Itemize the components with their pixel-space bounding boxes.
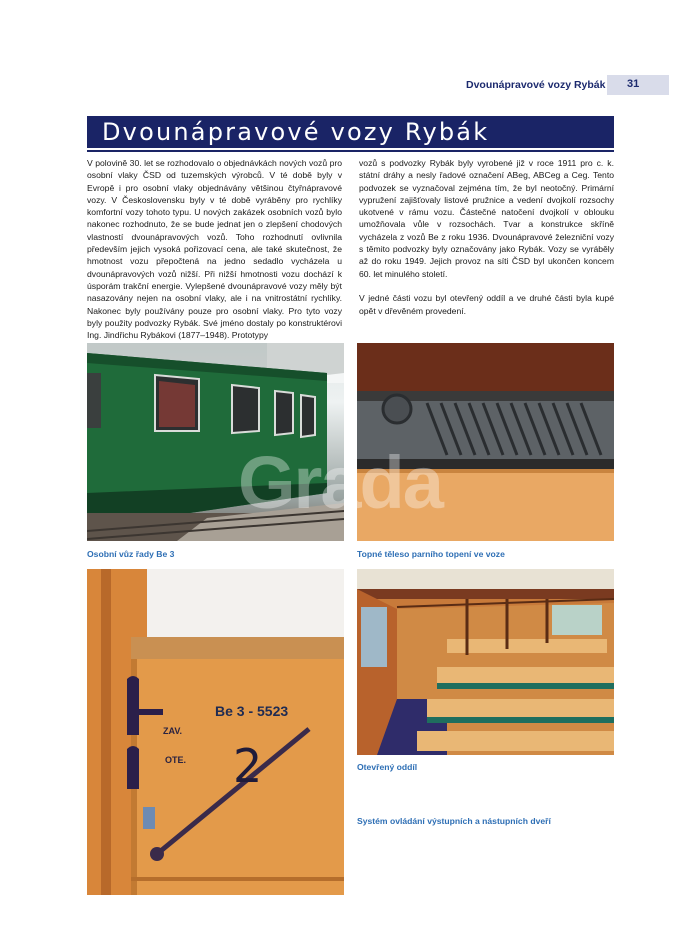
left-text-column (87, 157, 342, 354)
right-paragraph-2: V jedné části vozu byl otevřený oddíl a ve druhé části byla kupé opět v dřevěném provedení. (359, 293, 614, 316)
photo-open-compartment (357, 569, 614, 755)
door-label-ote: OTE. (165, 755, 187, 765)
door-number: 2 (233, 739, 263, 793)
page-number-box (607, 75, 669, 95)
right-paragraph-1: vozů s podvozky Rybák byly vyrobené již v roce 1911 pro c. k. státní dráhy a nesly řadové označení ABeg, ABCeg a Ceg. Tento podvozek se vyznačoval zejména tím, že byl neotočný. Primární vypružení zajišťovaly listové pružnice a vedení dvojkolí rozsochy ukotvené v rámu vozu. Částečné natočení dvojkolí v oblouku umožňovala vůle v rozsochách. Tvar a konstrukce skříně vycházela z vozů Be z roku 1936. Dvounápravové železniční vozy s těmito podvozky byly označovány jako Rybák. Vozy se vyráběly až do roku 1949. Jejich provoz na síti ČSD byl ukončen koncem 60. let minulého století. (359, 158, 614, 279)
watermark-logo: Grada (238, 441, 442, 524)
door-plate-text: Be 3 - 5523 (215, 703, 289, 719)
left-paragraph: V polovině 30. let se rozhodovalo o objednávkách nových vozů pro osobní vlaky ČSD od tuzemských výrobců. V té době byly v Evropě i pro osobní vlaky objednávány většinou čtyřnápravové vozy. V Československu byly v té době vyráběny pro rychlíky komfortní vozy tohoto typu. U nových zakázek osobních vozů bylo nakonec rozhodnuto, že se bude jednat jen o zlepšení chodových vlastností dvounápravových vozů. Toho rozhodnutí ovlivnila především jejich vysoká pořizovací cena, ale také skutečnost, že hmotnost vozu přepočtená na jedno sedadlo vycházela u dvounápravových vozů nižší. Při nižší hmotnosti vozu dochází k úsporám trakční energie. Vylepšené dvounápravové vozy měly být nasazovány nejen na osobní vlaky, ale i na vnitrostátní rychlíky. Nakonec byly používány pouze pro osobní vlaky. Pro tyto vozy byly použity podvozky Rybák. Své jméno dostaly po konstruktérovi Ing. Jindřichu Rybákovi (1877–1948). Prototypy (87, 158, 342, 341)
right-text-column (359, 157, 614, 329)
door-label-zav: ZAV. (163, 726, 183, 736)
caption-green-carriage: Osobní vůz řady Be 3 (87, 549, 175, 559)
article-title-bar (87, 116, 614, 148)
page-number: 31 (627, 78, 640, 90)
title-underline (87, 150, 614, 152)
running-header-title: Dvounápravové vozy Rybák (466, 79, 606, 91)
interior-illustration (357, 569, 614, 755)
caption-open-compartment: Otevřený oddíl (357, 762, 418, 772)
caption-heater: Topné těleso parního topení ve voze (357, 549, 505, 559)
photo-door-control (87, 569, 344, 895)
caption-door-control: Systém ovládání výstupních a nástupních dveří (357, 816, 551, 826)
article-title: Dvounápravové vozy Rybák (102, 118, 490, 146)
door-illustration (87, 569, 344, 895)
